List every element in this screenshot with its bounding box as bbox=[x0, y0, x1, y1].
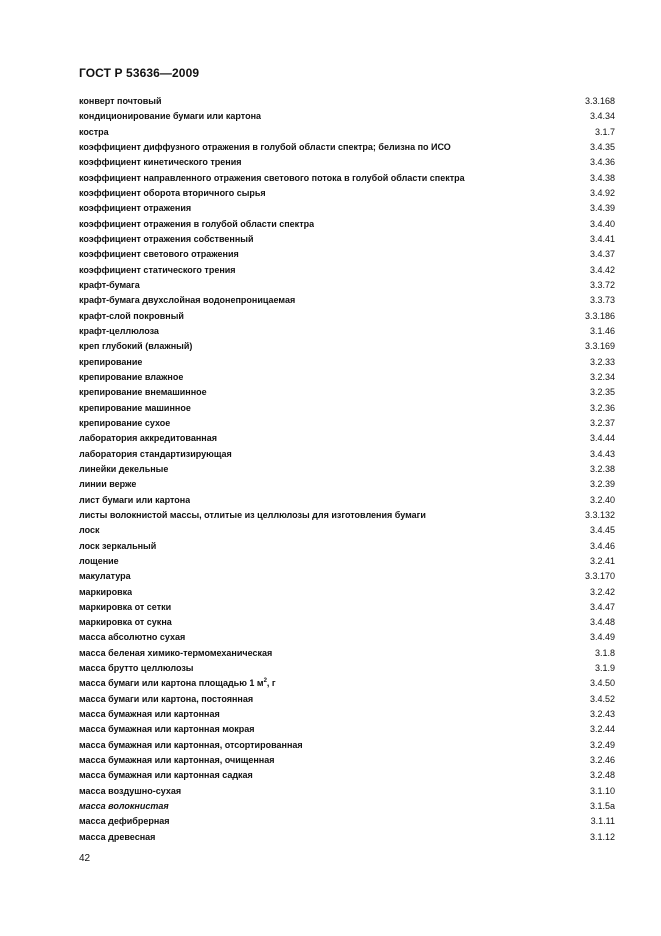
index-term: масса древесная bbox=[79, 831, 156, 842]
index-entry bbox=[79, 324, 615, 339]
index-entry bbox=[79, 569, 615, 584]
index-term: коэффициент кинетического трения bbox=[79, 157, 242, 168]
index-entry bbox=[79, 493, 615, 508]
index-term: масса беленая химико-термомеханическая bbox=[79, 647, 273, 658]
index-term: кондиционирование бумаги или картона bbox=[79, 111, 262, 122]
index-term: костра bbox=[79, 126, 109, 137]
index-term: линии верже bbox=[79, 479, 137, 490]
index-clause-number: 3.2.39 bbox=[589, 479, 615, 490]
index-clause-number: 3.2.40 bbox=[589, 494, 615, 505]
index-term: маркировка от сукна bbox=[79, 617, 172, 628]
index-entry bbox=[79, 431, 615, 446]
index-clause-number: 3.4.36 bbox=[589, 157, 615, 168]
index-term: коэффициент статического трения bbox=[79, 264, 236, 275]
index-clause-number: 3.2.38 bbox=[589, 463, 615, 474]
index-entry bbox=[79, 125, 615, 140]
index-clause-number: 3.1.11 bbox=[590, 816, 615, 827]
index-entry bbox=[79, 109, 615, 124]
index-clause-number: 3.1.9 bbox=[594, 663, 615, 674]
index-clause-number: 3.2.34 bbox=[589, 371, 615, 382]
index-term: масса бумажная или картонная садкая bbox=[79, 770, 253, 781]
index-entry bbox=[79, 600, 615, 615]
index-clause-number: 3.3.170 bbox=[584, 571, 615, 582]
index-clause-number: 3.4.44 bbox=[589, 433, 615, 444]
index-term: коэффициент отражения в голубой области спектра bbox=[79, 218, 315, 229]
index-term: коэффициент светового отражения bbox=[79, 249, 239, 260]
index-clause-number: 3.2.49 bbox=[589, 739, 615, 750]
index-term: масса брутто целлюлозы bbox=[79, 663, 194, 674]
index-clause-number: 3.4.37 bbox=[589, 249, 615, 260]
index-term: масса бумажная или картонная мокрая bbox=[79, 724, 255, 735]
index-clause-number: 3.1.10 bbox=[589, 785, 615, 796]
index-term: крафт-бумага двухслойная водонепроницаемая bbox=[79, 295, 296, 306]
index-entry bbox=[79, 523, 615, 538]
index-clause-number: 3.3.73 bbox=[589, 295, 615, 306]
index-entry bbox=[79, 615, 615, 630]
index-term: масса бумажная или картонная, очищенная bbox=[79, 755, 275, 766]
index-term: коэффициент отражения bbox=[79, 203, 192, 214]
index-term: коэффициент направленного отражения светового потока в голубой области спектра bbox=[79, 172, 465, 183]
index-clause-number: 3.2.33 bbox=[589, 356, 615, 367]
index-term: лоск зеркальный bbox=[79, 540, 157, 551]
index-clause-number: 3.4.45 bbox=[589, 525, 615, 536]
index-entry bbox=[79, 155, 615, 170]
index-clause-number: 3.4.40 bbox=[589, 218, 615, 229]
index-term: масса абсолютно сухая bbox=[79, 632, 186, 643]
document-header: ГОСТ Р 53636—2009 bbox=[79, 66, 200, 80]
index-entry bbox=[79, 462, 615, 477]
index-entry bbox=[79, 232, 615, 247]
index-term: масса дефибрерная bbox=[79, 816, 170, 827]
index-clause-number: 3.1.5а bbox=[589, 801, 615, 812]
index-clause-number: 3.2.36 bbox=[589, 402, 615, 413]
index-entry bbox=[79, 370, 615, 385]
index-term: крепирование влажное bbox=[79, 371, 184, 382]
index-term: маркировка от сетки bbox=[79, 601, 172, 612]
index-term: коэффициент диффузного отражения в голубой области спектра; белизна по ИСО bbox=[79, 141, 451, 152]
index-clause-number: 3.2.44 bbox=[589, 724, 615, 735]
index-clause-number: 3.3.186 bbox=[584, 310, 615, 321]
index-entry bbox=[79, 799, 615, 814]
index-clause-number: 3.4.52 bbox=[589, 693, 615, 704]
index-entry bbox=[79, 585, 615, 600]
index-clause-number: 3.4.46 bbox=[589, 540, 615, 551]
index-clause-number: 3.3.132 bbox=[584, 509, 615, 520]
index-term: крепирование внемашинное bbox=[79, 387, 207, 398]
index-entry bbox=[79, 401, 615, 416]
index-term: лощение bbox=[79, 555, 119, 566]
index-term: крепирование сухое bbox=[79, 417, 171, 428]
index-entry bbox=[79, 263, 615, 278]
index-term: крепирование bbox=[79, 356, 143, 367]
index-term: лаборатория аккредитованная bbox=[79, 433, 217, 444]
index-entry bbox=[79, 217, 615, 232]
index-entry bbox=[79, 646, 615, 661]
index-term: крафт-целлюлоза bbox=[79, 325, 159, 336]
index-entry bbox=[79, 539, 615, 554]
index-entry bbox=[79, 385, 615, 400]
index-term: масса воздушно-сухая bbox=[79, 785, 182, 796]
index-term: конверт почтовый bbox=[79, 96, 162, 106]
index-entry bbox=[79, 830, 615, 845]
index-clause-number: 3.4.38 bbox=[589, 172, 615, 183]
index-term: коэффициент оборота вторичного сырья bbox=[79, 187, 266, 198]
index-clause-number: 3.4.92 bbox=[589, 187, 615, 198]
index-clause-number: 3.2.35 bbox=[589, 387, 615, 398]
index-term: линейки декельные bbox=[79, 463, 169, 474]
index-term: крепирование машинное bbox=[79, 402, 191, 413]
index-entry bbox=[79, 630, 615, 645]
index-term: лаборатория стандартизирующая bbox=[79, 448, 232, 459]
index-clause-number: 3.1.8 bbox=[594, 647, 615, 658]
index-entry bbox=[79, 814, 615, 829]
index-clause-number: 3.4.34 bbox=[589, 111, 615, 122]
index-entry bbox=[79, 753, 615, 768]
index-term: листы волокнистой массы, отлитые из целлюлозы для изготовления бумаги bbox=[79, 509, 426, 520]
index-term: лоск bbox=[79, 525, 100, 536]
index-entry bbox=[79, 416, 615, 431]
index-entry bbox=[79, 247, 615, 262]
index-clause-number: 3.4.42 bbox=[589, 264, 615, 275]
superscript: 2 bbox=[263, 678, 267, 685]
index-term: макулатура bbox=[79, 571, 131, 582]
index-clause-number: 3.2.43 bbox=[589, 709, 615, 720]
index-clause-number: 3.3.169 bbox=[584, 341, 615, 352]
index-entry bbox=[79, 355, 615, 370]
index-entry bbox=[79, 508, 615, 523]
index-entry bbox=[79, 447, 615, 462]
page-number: 42 bbox=[79, 853, 91, 864]
index-entry bbox=[79, 554, 615, 569]
index-clause-number: 3.2.46 bbox=[589, 755, 615, 766]
index-entry bbox=[79, 768, 615, 783]
index-entry bbox=[79, 707, 615, 722]
index-clause-number: 3.3.72 bbox=[589, 279, 615, 290]
index-clause-number: 3.4.49 bbox=[589, 632, 615, 643]
index-clause-number: 3.4.48 bbox=[589, 617, 615, 628]
index-term: крафт-бумага bbox=[79, 279, 140, 290]
index-entry bbox=[79, 171, 615, 186]
index-entry bbox=[79, 309, 615, 324]
index-term: коэффициент отражения собственный bbox=[79, 233, 254, 244]
index-term: крафт-слой покровный bbox=[79, 310, 184, 321]
index-entry bbox=[79, 661, 615, 676]
index-entry bbox=[79, 722, 615, 737]
index-clause-number: 3.2.42 bbox=[589, 586, 615, 597]
index-entry bbox=[79, 784, 615, 799]
index-clause-number: 3.1.46 bbox=[589, 325, 615, 336]
index-clause-number: 3.3.168 bbox=[584, 96, 615, 106]
index-term: масса волокнистая bbox=[79, 801, 169, 812]
index-clause-number: 3.4.41 bbox=[589, 233, 615, 244]
index-term: маркировка bbox=[79, 586, 133, 597]
index-clause-number: 3.1.12 bbox=[589, 831, 615, 842]
index-entry bbox=[79, 94, 615, 109]
index-term: масса бумажная или картонная bbox=[79, 709, 220, 720]
index-entry bbox=[79, 140, 615, 155]
index-entry bbox=[79, 201, 615, 216]
index-list bbox=[79, 94, 615, 845]
index-clause-number: 3.4.50 bbox=[589, 678, 615, 689]
index-term: масса бумаги или картона, постоянная bbox=[79, 693, 254, 704]
index-term: лист бумаги или картона bbox=[79, 494, 191, 505]
index-entry bbox=[79, 293, 615, 308]
index-clause-number: 3.2.37 bbox=[589, 417, 615, 428]
index-entry bbox=[79, 738, 615, 753]
index-clause-number: 3.4.35 bbox=[589, 141, 615, 152]
index-clause-number: 3.4.39 bbox=[589, 203, 615, 214]
index-clause-number: 3.2.41 bbox=[589, 555, 615, 566]
index-clause-number: 3.2.48 bbox=[589, 770, 615, 781]
index-entry bbox=[79, 477, 615, 492]
index-entry bbox=[79, 692, 615, 707]
index-entry bbox=[79, 186, 615, 201]
index-term: масса бумаги или картона площадью 1 $м^2$, г bbox=[79, 678, 276, 689]
index-term: креп глубокий (влажный) bbox=[79, 341, 193, 352]
index-term: масса бумажная или картонная, отсортированная bbox=[79, 739, 303, 750]
index-entry bbox=[79, 339, 615, 354]
index-clause-number: 3.1.7 bbox=[594, 126, 615, 137]
index-entry bbox=[79, 278, 615, 293]
index-clause-number: 3.4.43 bbox=[589, 448, 615, 459]
index-clause-number: 3.4.47 bbox=[589, 601, 615, 612]
index-entry bbox=[79, 676, 615, 691]
